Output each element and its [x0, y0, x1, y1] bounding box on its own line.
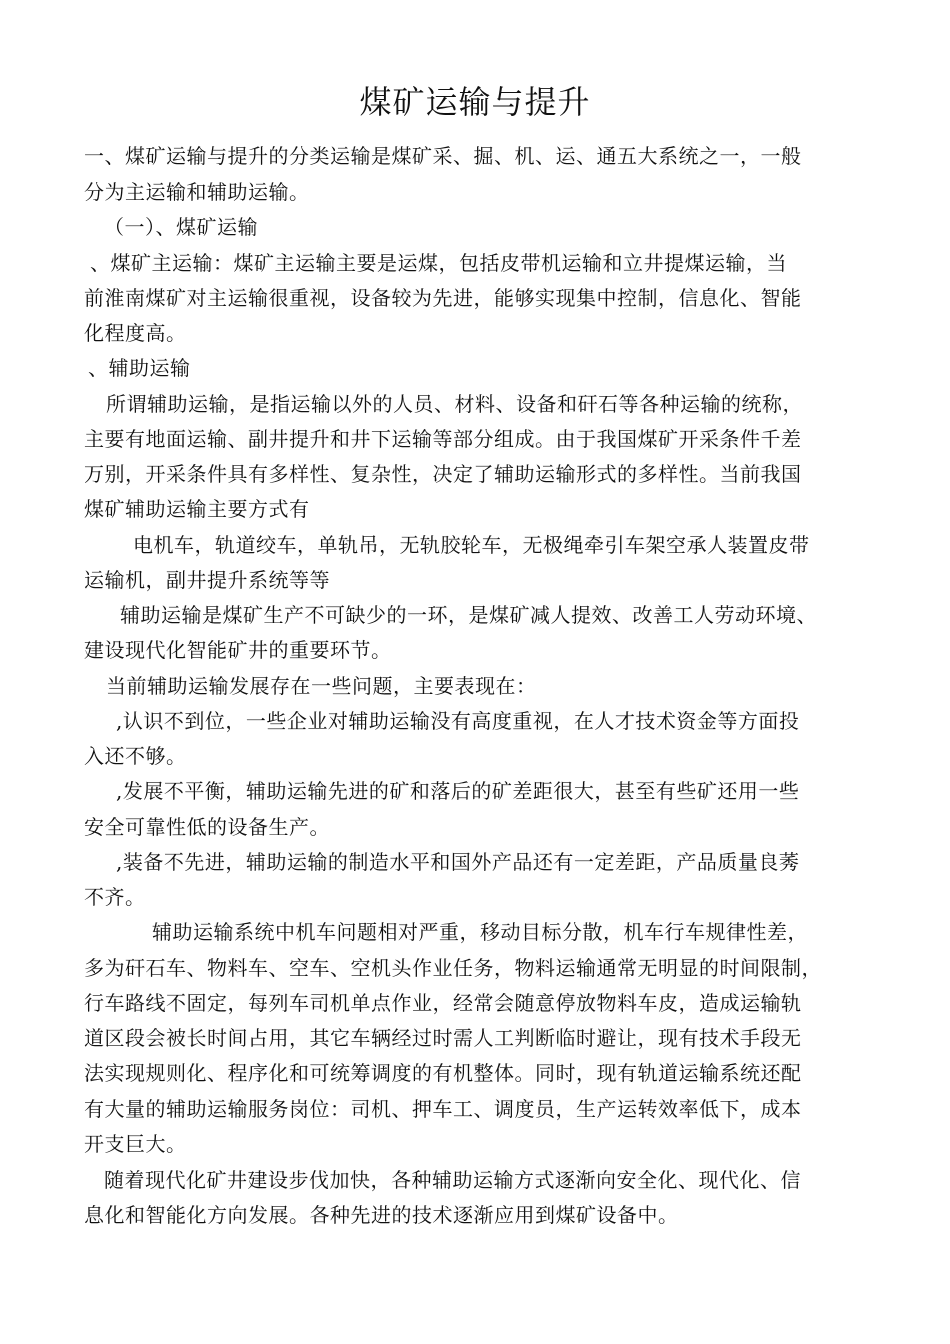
document-title: 煤矿运输与提升 — [359, 83, 591, 121]
list-item-line: ,装备不先进，辅助运输的制造水平和国外产品还有一定差距，产品质量良莠 — [116, 850, 800, 874]
list-item-line: 不齐。 — [84, 885, 146, 909]
paragraph-line: 法实现规则化、程序化和可统筹调度的有机整体。同时，现有轨道运输系统还配 — [84, 1061, 802, 1085]
paragraph-line: 随着现代化矿井建设步伐加快，各种辅助运输方式逐渐向安全化、现代化、信 — [104, 1168, 801, 1192]
paragraph-line: 息化和智能化方向发展。各种先进的技术逐渐应用到煤矿设备中。 — [84, 1203, 679, 1227]
paragraph-line: 一、煤矿运输与提升的分类运输是煤矿采、掘、机、运、通五大系统之一，一般 — [84, 144, 802, 168]
list-item-line: 安全可靠性低的设备生产。 — [84, 815, 330, 839]
paragraph-line: 建设现代化智能矿井的重要环节。 — [84, 638, 392, 662]
paragraph-line: 辅助运输是煤矿生产不可缺少的一环，是煤矿减人提效、改善工人劳动环境、 — [120, 603, 817, 627]
paragraph-line: 万别，开采条件具有多样性、复杂性，决定了辅助运输形式的多样性。当前我国 — [84, 462, 802, 486]
paragraph-line: 分为主运输和辅助运输。 — [84, 180, 310, 204]
paragraph-line: 行车路线不固定，每列车司机单点作业，经常会随意停放物料车皮，造成运输轨 — [84, 991, 802, 1015]
list-item-line: ,认识不到位，一些企业对辅助运输没有高度重视，在人才技术资金等方面投 — [116, 709, 800, 733]
section-heading: （一）、煤矿运输 — [104, 215, 258, 239]
paragraph-line: 所谓辅助运输，是指运输以外的人员、材料、设备和矸石等各种运输的统称， — [106, 392, 803, 416]
paragraph-line: 煤矿辅助运输主要方式有 — [84, 497, 310, 521]
paragraph-line: 有大量的辅助运输服务岗位：司机、押车工、调度员，生产运转效率低下，成本 — [84, 1097, 802, 1121]
paragraph-line: 辅助运输系统中机车问题相对严重，移动目标分散，机车行车规律性差， — [152, 920, 808, 944]
paragraph-line: 当前辅助运输发展存在一些问题，主要表现在： — [106, 674, 537, 698]
paragraph-line: 多为矸石车、物料车、空车、空机头作业任务，物料运输通常无明显的时间限制， — [84, 956, 822, 980]
paragraph-line: 开支巨大。 — [84, 1132, 187, 1156]
paragraph-line: 道区段会被长时间占用，其它车辆经过时需人工判断临时避让，现有技术手段无 — [84, 1026, 802, 1050]
paragraph-line: 前淮南煤矿对主运输很重视，设备较为先进，能够实现集中控制，信息化、智能 — [84, 286, 802, 310]
list-item-line: ,发展不平衡，辅助运输先进的矿和落后的矿差距很大，甚至有些矿还用一些 — [116, 779, 800, 803]
paragraph-line: 运输机，副井提升系统等等 — [84, 568, 330, 592]
paragraph-line: 、煤矿主运输：煤矿主运输主要是运煤，包括皮带机运输和立井提煤运输，当 — [90, 251, 787, 275]
subsection-heading: 、辅助运输 — [88, 356, 191, 380]
paragraph-line: 化程度高。 — [84, 321, 187, 345]
list-item-line: 入还不够。 — [84, 744, 187, 768]
paragraph-line: 电机车，轨道绞车，单轨吊，无轨胶轮车，无极绳牵引车架空承人装置皮带 — [133, 533, 810, 557]
paragraph-line: 主要有地面运输、副井提升和井下运输等部分组成。由于我国煤矿开采条件千差 — [84, 427, 802, 451]
